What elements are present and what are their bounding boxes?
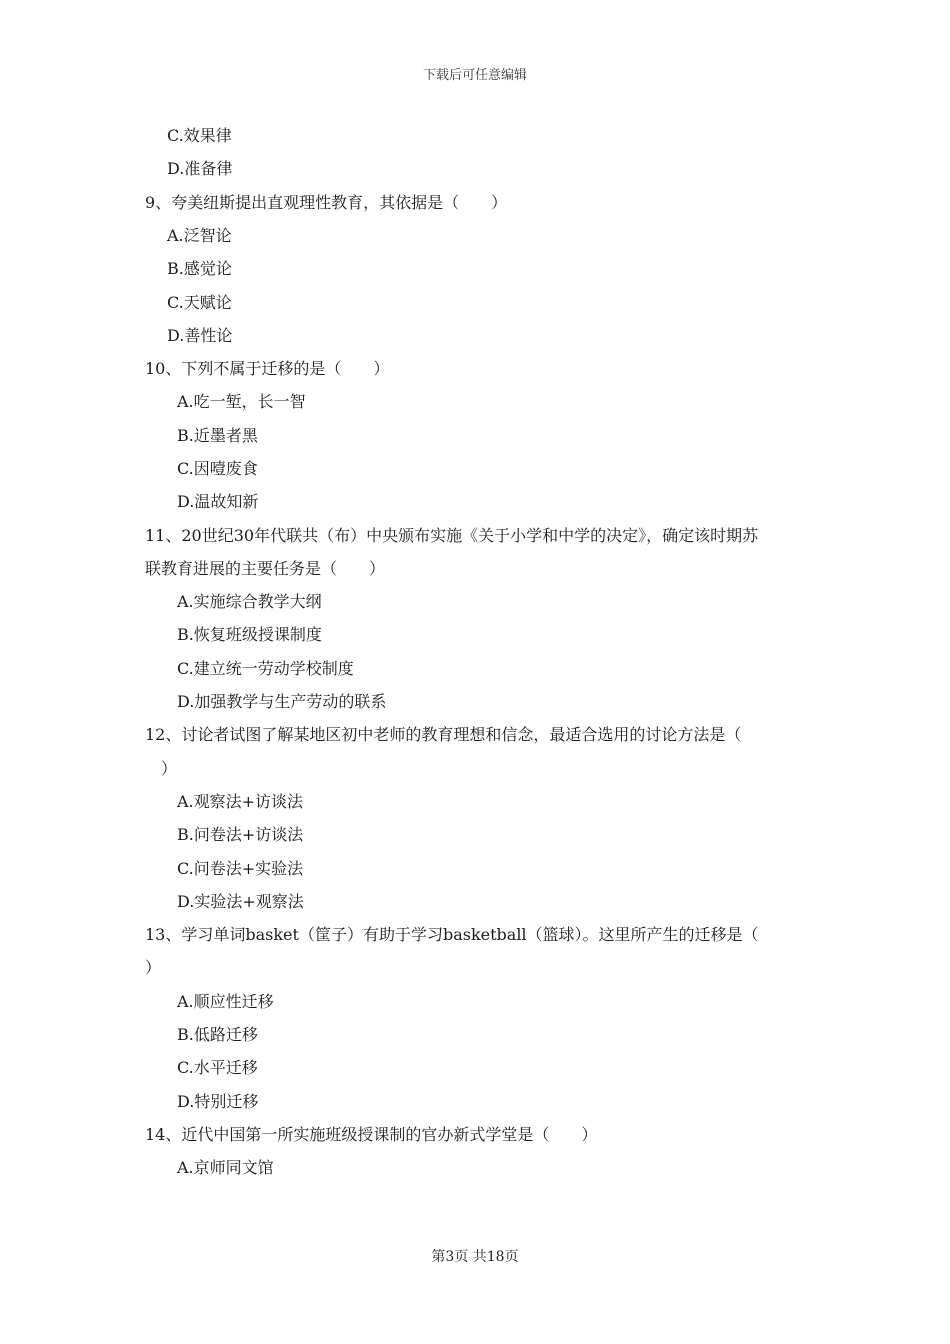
option-text: A.泛智论 (167, 226, 232, 245)
option-text: B.问卷法+访谈法 (177, 825, 304, 844)
option-text: B.低路迁移 (177, 1025, 258, 1044)
option-text: C.因噎废食 (177, 459, 258, 478)
question-text-continued: ） (145, 759, 178, 778)
option-text: B.恢复班级授课制度 (177, 625, 322, 644)
option-text: A.实施综合教学大纲 (177, 592, 322, 611)
option-text: D.温故知新 (177, 492, 259, 511)
option-text: D.特别迁移 (177, 1092, 259, 1111)
option-text: A.顺应性迁移 (177, 992, 274, 1011)
question-text: 13、学习单词basket（筐子）有助于学习basketball（篮球）。这里所产生的迁移是（ (145, 925, 759, 944)
option-text: D.实验法+观察法 (177, 892, 304, 911)
option-text: B.感觉论 (167, 259, 232, 278)
question-text: 12、讨论者试图了解某地区初中老师的教育理想和信念，最适合选用的讨论方法是（ (145, 725, 742, 744)
option-text: B.近墨者黑 (177, 426, 258, 445)
option-text: C.建立统一劳动学校制度 (177, 659, 354, 678)
option-text: D.善性论 (167, 326, 233, 345)
page-header: 下载后可任意编辑 (422, 68, 527, 83)
option-text: D.准备律 (167, 159, 233, 178)
question-text: 10、下列不属于迁移的是（ ） (145, 359, 390, 378)
option-text: A.观察法+访谈法 (177, 792, 304, 811)
option-text: C.天赋论 (167, 293, 232, 312)
option-text: C.水平迁移 (177, 1058, 258, 1077)
question-text: 9、夸美纽斯提出直观理性教育，其依据是（ ） (145, 193, 508, 212)
question-text: 14、近代中国第一所实施班级授课制的官办新式学堂是（ ） (145, 1125, 598, 1144)
question-text-continued: ） (145, 958, 162, 977)
page-footer: 第3页 共18页 (431, 1249, 519, 1265)
option-text: C.效果律 (167, 126, 232, 145)
option-text: D.加强教学与生产劳动的联系 (177, 692, 387, 711)
question-text-continued: 联教育进展的主要任务是（ ） (145, 559, 386, 578)
question-text: 11、20世纪30年代联共（布）中央颁布实施《关于小学和中学的决定》，确定该时期苏 (145, 526, 759, 545)
option-text: A.吃一堑，长一智 (177, 392, 306, 411)
option-text: A.京师同文馆 (177, 1158, 274, 1177)
option-text: C.问卷法+实验法 (177, 859, 304, 878)
